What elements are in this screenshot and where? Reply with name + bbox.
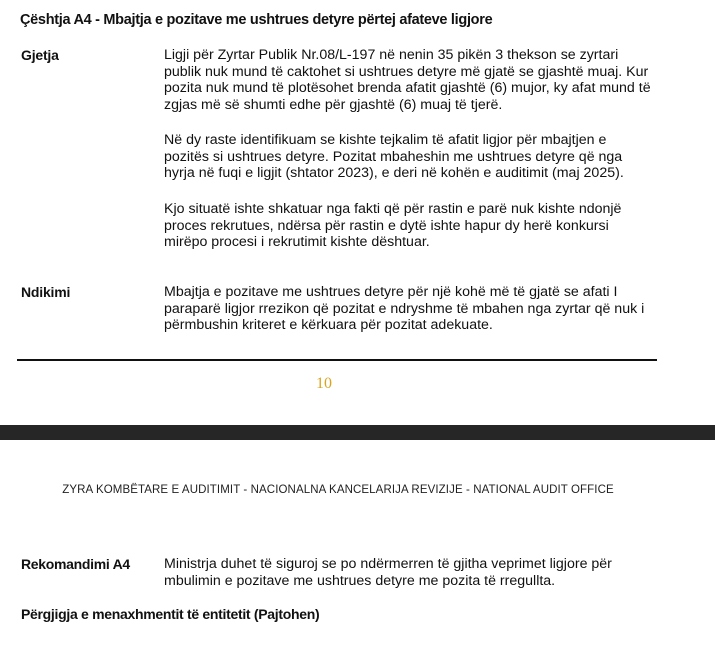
impact-text: Mbajtja e pozitave me ushtrues detyre për një kohë më të gjatë se afati I paraparë ligjor rrezikon që pozitat e ndryshme të mbahen nga zyrtar që nuk i përmbushin kriteret e kërkuara për pozitat adekuate. <box>164 284 645 334</box>
finding-paragraph-2: Në dy raste identifikuam se kishte tejkalim të afatit ligjor për mbajtjen e pozitës si ushtrues detyre. Pozitat mbaheshin me ushtrues detyre që nga hyrja në fuqi e ligjit (shtator 2023), e deri në kohën e auditimit (maj 2025). <box>164 132 624 182</box>
recommendation-label: Rekomandimi A4 <box>21 556 130 572</box>
finding-label: Gjetja <box>21 47 59 63</box>
finding-paragraph-3: Kjo situatë ishte shkatuar nga fakti që për rastin e parë nuk kishte ndonjë proces rekrutues, ndërsa për rastin e dytë ishte hapur dy herë konkursi mirëpo procesi i rekrutimit kishte dështuar. <box>164 201 622 251</box>
finding-paragraph-1: Ligji për Zyrtar Publik Nr.08/L-197 në nenin 35 pikën 3 thekson se zyrtari publik nuk mund të caktohet si ushtrues detyre më gjatë se gjashtë muaj. Kur pozita nuk mund të plotësohet brenda afatit gjashtë (6) mujor, ky afat mund të zgjas më së shumti edhe për gjashtë (6) muaj të tjerë. <box>164 47 651 113</box>
recommendation-text: Ministrja duhet të siguroj se po ndërmerren të gjitha veprimet ligjore për mbulimin e pozitave me ushtrues detyre me pozita të rregullta. <box>164 556 612 589</box>
impact-label: Ndikimi <box>21 284 71 300</box>
section-divider <box>17 359 657 361</box>
issue-heading: Çështja A4 - Mbajtja e pozitave me ushtrues detyre përtej afateve ligjore <box>20 12 493 28</box>
page-separator <box>0 425 715 440</box>
running-header: ZYRA KOMBËTARE E AUDITIMIT - NACIONALNA KANCELARIJA REVIZIJE - NATIONAL AUDIT OFFICE <box>62 484 614 496</box>
management-response-heading: Përgjigja e menaxhmentit të entitetit (Pajtohen) <box>21 606 320 622</box>
page-number: 10 <box>316 375 332 392</box>
